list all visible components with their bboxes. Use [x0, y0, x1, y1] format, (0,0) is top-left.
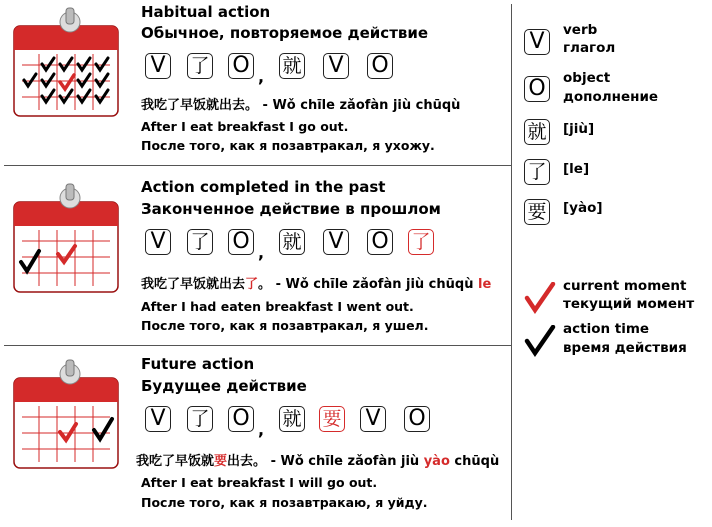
chip-verb: V [145, 406, 171, 432]
legend-yao-label: [yào] [563, 200, 603, 216]
black-check-icon [524, 325, 556, 357]
calendar-habitual-icon [8, 2, 126, 120]
section-title-en: Action completed in the past [141, 178, 386, 196]
section-title-en: Habitual action [141, 3, 271, 21]
comma: , [258, 67, 265, 86]
legend-action-en: action time [563, 321, 650, 337]
section-title-en: Future action [141, 355, 255, 373]
chip-object: O [228, 406, 254, 432]
example-hanzi-highlight: 要 [214, 454, 228, 469]
example-hanzi-end: 出去。 [227, 454, 267, 469]
chip-object: O [367, 229, 393, 255]
example-hanzi: 我吃了早饭就 [136, 454, 215, 469]
chip-le: 了 [187, 229, 213, 255]
chip-verb: V [145, 53, 171, 79]
section-divider [4, 165, 512, 166]
chip-le: 了 [187, 406, 213, 432]
section-divider [4, 345, 512, 346]
calendar-past-icon [8, 178, 126, 296]
legend-verb-chip: V [524, 29, 550, 55]
chip-jiu: 就 [279, 229, 305, 255]
example-pinyin-highlight: le [478, 277, 492, 292]
chip-verb: V [323, 53, 349, 79]
section-title-ru: Законченное действие в прошлом [141, 200, 441, 218]
legend-yao-chip: 要 [524, 199, 550, 225]
chip-jiu: 就 [279, 53, 305, 79]
vertical-divider [511, 4, 512, 520]
example-sentence [136, 450, 499, 469]
chip-object: O [404, 406, 430, 432]
red-check-icon [524, 282, 556, 314]
chip-object: O [367, 53, 393, 79]
translation-en: After I had eaten breakfast I went out. [141, 299, 414, 314]
example-pinyin-highlight: yào [423, 454, 450, 469]
translation-en: After I eat breakfast I will go out. [141, 475, 378, 490]
comma: , [258, 420, 265, 439]
translation-ru: После того, как я позавтракал, я ухожу. [141, 138, 435, 153]
example-pinyin: - Wǒ chīle zǎofàn jiù [270, 454, 420, 469]
translation-en: After I eat breakfast I go out. [141, 119, 349, 134]
example-sentence [141, 273, 491, 292]
chip-jiu: 就 [279, 406, 305, 432]
legend-jiu-label: [jiù] [563, 121, 595, 137]
chip-yao-highlight: 要 [319, 406, 345, 432]
legend-verb-en: verb [563, 22, 598, 38]
chip-verb: V [145, 229, 171, 255]
comma: , [258, 243, 265, 262]
section-title-ru: Будущее действие [141, 377, 307, 395]
translation-ru: После того, как я позавтракаю, я уйду. [141, 495, 428, 510]
legend-object-en: object [563, 70, 611, 86]
legend-current-en: current moment [563, 278, 687, 294]
legend-le-label: [le] [563, 161, 590, 177]
legend-jiu-chip: 就 [524, 119, 550, 145]
example-sentence [141, 94, 460, 113]
legend-action-ru: время действия [563, 340, 687, 356]
example-pinyin: - Wǒ chīle zǎofàn jiù chūqù [262, 98, 461, 113]
chip-object: O [228, 53, 254, 79]
chip-verb: V [323, 229, 349, 255]
example-hanzi: 我吃了早饭就出去 [141, 277, 246, 292]
chip-le: 了 [187, 53, 213, 79]
translation-ru: После того, как я позавтракал, я ушел. [141, 318, 429, 333]
chip-le-highlight: 了 [408, 229, 434, 255]
legend-verb-ru: глагол [563, 40, 616, 56]
chip-verb: V [360, 406, 386, 432]
example-hanzi: 我吃了早饭就出去。 [141, 98, 259, 113]
legend-object-ru: дополнение [563, 89, 659, 105]
example-hanzi-highlight: 了 [245, 277, 259, 292]
calendar-future-icon [8, 354, 126, 472]
example-pinyin-end: chūqù [454, 454, 500, 469]
chip-object: O [228, 229, 254, 255]
example-pinyin: - Wǒ chīle zǎofàn jiù chūqù [275, 277, 474, 292]
legend-le-chip: 了 [524, 159, 550, 185]
legend-current-ru: текущий момент [563, 296, 695, 312]
legend-object-chip: O [524, 76, 550, 102]
section-title-ru: Обычное, повторяемое действие [141, 24, 429, 42]
example-hanzi-end: 。 [258, 277, 272, 292]
